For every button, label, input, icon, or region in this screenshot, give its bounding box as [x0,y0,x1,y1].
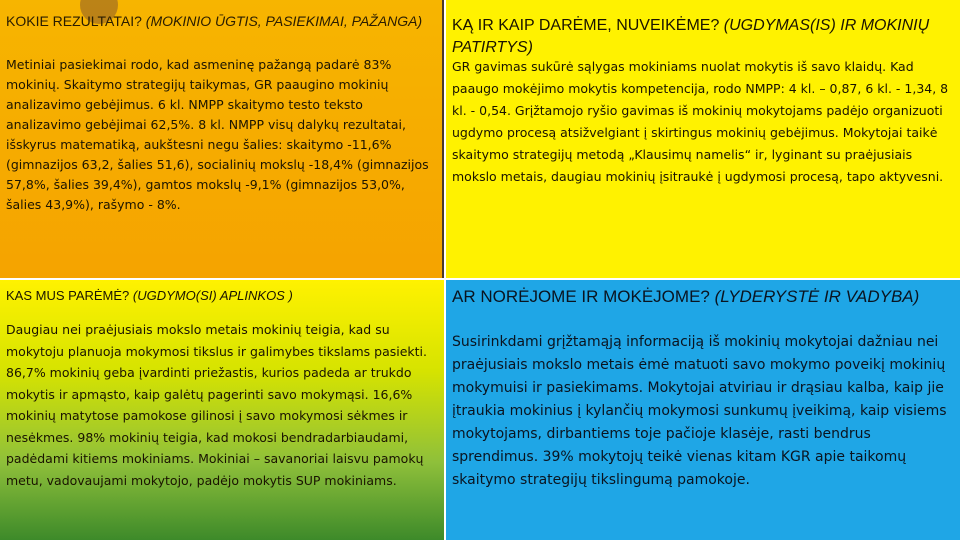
panel-support [0,280,444,540]
panel-leadership-body: Susirinkdami grįžtamąją informaciją iš mokinių mokytojai dažniau nei praėjusiais mokslo metais ėmė matuoti savo mokymo poveikį mokinių mokymuisi ir pasiekimams. Mokytojai atviriau ir drąsiau kalba, kaip jie įtraukia mokinius į kylančių mokymosi sunkumų įveikimą, kaip visiems mokytojams, dirbantiems toje pačioje klasėje, rasti bendrus sprendimus. 39% mokytojų teikė vienas kitam KGR apie taikomų skaitymo strategijų tikslingumą pamokoje. [452,334,947,488]
panel-support-heading-sub: (UGDYMO(SI) APLINKOS ) [132,288,293,303]
panel-results-heading-sub: (MOKINIO ŪGTIS, PASIEKIMAI, PAŽANGA) [145,13,423,29]
panel-leadership-heading-sub: (LYDERYSTĖ IR VADYBA) [714,287,920,306]
panel-activities-body: GR gavimas sukūrė sąlygas mokiniams nuolat mokytis iš savo klaidų. Kad paaugo mokėjimo mokytis kompetencija, rodo NMPP: 4 kl. – 0,87, 6 kl. - 1,34, 8 kl. - 0,54. Grįžtamojo ryšio gavimas iš mokinių mokytojams padėjo organizuoti ugdymo procesą atsižvelgiant į skirtingus mokinių gebėjimus. Mokytojai taikė skaitymo strategijų metodą „Klausimų namelis“ ir, lyginant su praėjusiais mokslo metais, daugiau mokinių įsitraukė į ugdymosi procesą, tapo aktyvesni. [452,59,949,184]
panel-support-heading-main: KAS MUS PARĖMĖ? [6,288,130,303]
panel-leadership-heading-main: AR NORĖJOME IR MOKĖJOME? [452,287,710,306]
panel-support-heading [6,287,440,305]
panel-results-heading [6,12,440,31]
panel-leadership [446,280,960,540]
panel-results-heading-main: KOKIE REZULTATAI? [6,13,142,29]
panel-support-body: Daugiau nei praėjusiais mokslo metais mokinių teigia, kad su mokytoju planuoja mokymosi tikslus ir galimybes tikslams pasiekti. 86,7% mokinių geba įvardinti priežastis, kurios padeda ar trukdo mokytis ir apmąsto, kaip galėtų pagerinti savo mokymąsi. 16,6% mokinių matytose pamokose gilinosi į savo mokymosi sėkmes ir nesėkmes. 98% mokinių teigia, kad mokosi bendradarbiaudami, padėdami kitiems mokiniams. Mokiniai – savanoriai laisvu pamokų metu, vadovaujami mokytojo, padėjo mokytis SUP mokiniams. [6,322,427,488]
panel-activities-heading-main: KĄ IR KAIP DARĖME, NUVEIKĖME? [452,17,720,34]
panel-results [0,0,444,278]
panel-activities [446,0,960,278]
panel-activities-heading-sub: (UGDYMAS(IS) IR MOKINIŲ PATIRTYS) [452,17,930,56]
panel-results-body: Metiniai pasiekimai rodo, kad asmeninę pažangą padarė 83% mokinių. Skaitymo strategijų taikymas, GR paaugino mokinių analizavimo gebėjimus. 6 kl. NMPP skaitymo testo teksto analizavimo gebėjimai 62,5%. 8 kl. NMPP visų dalykų rezultatai, išskyrus matematiką, aukštesni negu šalies: skaitymo -11,6% (gimnazijos 63,2, šalies 51,6), socialinių mokslų -18,4% (gimnazijos 57,8%, šalies 39,4%), gamtos mokslų -9,1% (gimnazijos 53,0%, šalies 43,9%), rašymo - 8%. [6,57,429,212]
panel-leadership-heading [452,286,952,308]
panel-activities-heading [452,15,952,59]
